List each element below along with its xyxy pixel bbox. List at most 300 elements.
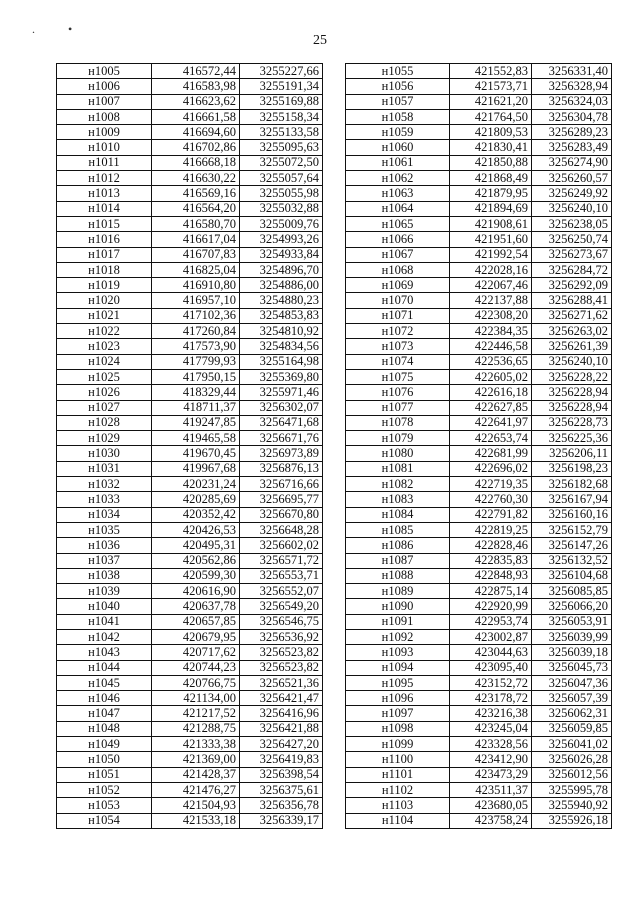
table-row bbox=[346, 629, 612, 644]
point-id-cell: н1072 bbox=[346, 324, 450, 339]
table-row bbox=[346, 385, 612, 400]
x-coordinate-cell: 416564,20 bbox=[152, 201, 240, 216]
x-coordinate-cell: 418329,44 bbox=[152, 385, 240, 400]
table-row bbox=[57, 522, 323, 537]
table-row bbox=[57, 109, 323, 124]
x-coordinate-cell: 422920,99 bbox=[450, 599, 532, 614]
y-coordinate-cell: 3256104,68 bbox=[532, 568, 612, 583]
table-row bbox=[346, 614, 612, 629]
x-coordinate-cell: 423044,63 bbox=[450, 645, 532, 660]
x-coordinate-cell: 420352,42 bbox=[152, 507, 240, 522]
x-coordinate-cell: 421573,71 bbox=[450, 79, 532, 94]
table-row bbox=[346, 125, 612, 140]
y-coordinate-cell: 3256240,10 bbox=[532, 354, 612, 369]
x-coordinate-cell: 422696,02 bbox=[450, 461, 532, 476]
y-coordinate-cell: 3255926,18 bbox=[532, 813, 612, 828]
y-coordinate-cell: 3256250,74 bbox=[532, 232, 612, 247]
y-coordinate-cell: 3255009,76 bbox=[240, 216, 323, 231]
table-row bbox=[57, 492, 323, 507]
table-row bbox=[57, 278, 323, 293]
point-id-cell: н1045 bbox=[57, 675, 152, 690]
table-row bbox=[57, 584, 323, 599]
y-coordinate-cell: 3254810,92 bbox=[240, 324, 323, 339]
table-row bbox=[57, 415, 323, 430]
y-coordinate-cell: 3256228,73 bbox=[532, 415, 612, 430]
x-coordinate-cell: 421908,61 bbox=[450, 216, 532, 231]
y-coordinate-cell: 3256521,36 bbox=[240, 675, 323, 690]
y-coordinate-cell: 3256331,40 bbox=[532, 64, 612, 79]
point-id-cell: н1071 bbox=[346, 308, 450, 323]
point-id-cell: н1008 bbox=[57, 109, 152, 124]
y-coordinate-cell: 3256671,76 bbox=[240, 431, 323, 446]
point-id-cell: н1095 bbox=[346, 675, 450, 690]
table-row bbox=[346, 522, 612, 537]
margin-dot: • bbox=[68, 22, 73, 36]
x-coordinate-cell: 418711,37 bbox=[152, 400, 240, 415]
table-row bbox=[346, 675, 612, 690]
point-id-cell: н1011 bbox=[57, 155, 152, 170]
x-coordinate-cell: 422308,20 bbox=[450, 308, 532, 323]
x-coordinate-cell: 416617,04 bbox=[152, 232, 240, 247]
x-coordinate-cell: 423328,56 bbox=[450, 737, 532, 752]
table-row bbox=[346, 232, 612, 247]
x-coordinate-cell: 420231,24 bbox=[152, 477, 240, 492]
point-id-cell: н1103 bbox=[346, 798, 450, 813]
x-coordinate-cell: 416630,22 bbox=[152, 171, 240, 186]
point-id-cell: н1040 bbox=[57, 599, 152, 614]
page-number: 25 bbox=[313, 33, 327, 48]
table-body bbox=[57, 64, 323, 829]
x-coordinate-cell: 416668,18 bbox=[152, 155, 240, 170]
y-coordinate-cell: 3254993,26 bbox=[240, 232, 323, 247]
y-coordinate-cell: 3256261,39 bbox=[532, 339, 612, 354]
x-coordinate-cell: 420766,75 bbox=[152, 675, 240, 690]
y-coordinate-cell: 3256419,83 bbox=[240, 752, 323, 767]
point-id-cell: н1067 bbox=[346, 247, 450, 262]
table-row bbox=[57, 186, 323, 201]
y-coordinate-cell: 3256304,78 bbox=[532, 109, 612, 124]
x-coordinate-cell: 420426,53 bbox=[152, 522, 240, 537]
y-coordinate-cell: 3256059,85 bbox=[532, 721, 612, 736]
y-coordinate-cell: 3254880,23 bbox=[240, 293, 323, 308]
x-coordinate-cell: 423245,04 bbox=[450, 721, 532, 736]
x-coordinate-cell: 416694,60 bbox=[152, 125, 240, 140]
table-row bbox=[57, 568, 323, 583]
x-coordinate-cell: 416569,16 bbox=[152, 186, 240, 201]
table-row bbox=[57, 461, 323, 476]
x-coordinate-cell: 423511,37 bbox=[450, 782, 532, 797]
table-row bbox=[57, 737, 323, 752]
y-coordinate-cell: 3256523,82 bbox=[240, 645, 323, 660]
x-coordinate-cell: 420495,31 bbox=[152, 538, 240, 553]
point-id-cell: н1043 bbox=[57, 645, 152, 660]
y-coordinate-cell: 3256549,20 bbox=[240, 599, 323, 614]
point-id-cell: н1057 bbox=[346, 94, 450, 109]
table-row bbox=[346, 431, 612, 446]
x-coordinate-cell: 420599,30 bbox=[152, 568, 240, 583]
y-coordinate-cell: 3256062,31 bbox=[532, 706, 612, 721]
x-coordinate-cell: 422791,82 bbox=[450, 507, 532, 522]
y-coordinate-cell: 3256225,36 bbox=[532, 431, 612, 446]
table-row bbox=[57, 171, 323, 186]
y-coordinate-cell: 3256553,71 bbox=[240, 568, 323, 583]
x-coordinate-cell: 420744,23 bbox=[152, 660, 240, 675]
table-row bbox=[57, 599, 323, 614]
x-coordinate-cell: 416707,83 bbox=[152, 247, 240, 262]
point-id-cell: н1050 bbox=[57, 752, 152, 767]
y-coordinate-cell: 3256041,02 bbox=[532, 737, 612, 752]
y-coordinate-cell: 3255227,66 bbox=[240, 64, 323, 79]
x-coordinate-cell: 417260,84 bbox=[152, 324, 240, 339]
y-coordinate-cell: 3256047,36 bbox=[532, 675, 612, 690]
y-coordinate-cell: 3254834,56 bbox=[240, 339, 323, 354]
y-coordinate-cell: 3256284,72 bbox=[532, 262, 612, 277]
table-row bbox=[346, 507, 612, 522]
y-coordinate-cell: 3255995,78 bbox=[532, 782, 612, 797]
point-id-cell: н1052 bbox=[57, 782, 152, 797]
table-row bbox=[57, 660, 323, 675]
y-coordinate-cell: 3256238,05 bbox=[532, 216, 612, 231]
point-id-cell: н1036 bbox=[57, 538, 152, 553]
y-coordinate-cell: 3256263,02 bbox=[532, 324, 612, 339]
x-coordinate-cell: 421809,53 bbox=[450, 125, 532, 140]
y-coordinate-cell: 3256228,94 bbox=[532, 385, 612, 400]
x-coordinate-cell: 421868,49 bbox=[450, 171, 532, 186]
y-coordinate-cell: 3256039,18 bbox=[532, 645, 612, 660]
x-coordinate-cell: 416825,04 bbox=[152, 262, 240, 277]
table-row bbox=[346, 461, 612, 476]
point-id-cell: н1076 bbox=[346, 385, 450, 400]
point-id-cell: н1039 bbox=[57, 584, 152, 599]
x-coordinate-cell: 420657,85 bbox=[152, 614, 240, 629]
x-coordinate-cell: 416957,10 bbox=[152, 293, 240, 308]
point-id-cell: н1023 bbox=[57, 339, 152, 354]
table-row bbox=[57, 216, 323, 231]
point-id-cell: н1075 bbox=[346, 369, 450, 384]
table-row bbox=[57, 155, 323, 170]
point-id-cell: н1047 bbox=[57, 706, 152, 721]
x-coordinate-cell: 422681,99 bbox=[450, 446, 532, 461]
coordinates-table-right bbox=[345, 63, 612, 829]
x-coordinate-cell: 416623,62 bbox=[152, 94, 240, 109]
y-coordinate-cell: 3255032,88 bbox=[240, 201, 323, 216]
x-coordinate-cell: 422760,30 bbox=[450, 492, 532, 507]
x-coordinate-cell: 422067,46 bbox=[450, 278, 532, 293]
table-row bbox=[57, 446, 323, 461]
table-row bbox=[346, 706, 612, 721]
table-row bbox=[346, 64, 612, 79]
y-coordinate-cell: 3256274,90 bbox=[532, 155, 612, 170]
x-coordinate-cell: 421476,27 bbox=[152, 782, 240, 797]
y-coordinate-cell: 3256260,57 bbox=[532, 171, 612, 186]
point-id-cell: н1092 bbox=[346, 629, 450, 644]
y-coordinate-cell: 3255169,88 bbox=[240, 94, 323, 109]
table-row bbox=[346, 691, 612, 706]
point-id-cell: н1017 bbox=[57, 247, 152, 262]
table-row bbox=[346, 660, 612, 675]
x-coordinate-cell: 421894,69 bbox=[450, 201, 532, 216]
y-coordinate-cell: 3256045,73 bbox=[532, 660, 612, 675]
y-coordinate-cell: 3256973,89 bbox=[240, 446, 323, 461]
y-coordinate-cell: 3256152,79 bbox=[532, 522, 612, 537]
point-id-cell: н1007 bbox=[57, 94, 152, 109]
y-coordinate-cell: 3256670,80 bbox=[240, 507, 323, 522]
y-coordinate-cell: 3256039,99 bbox=[532, 629, 612, 644]
table-row bbox=[57, 125, 323, 140]
table-row bbox=[57, 675, 323, 690]
table-row bbox=[57, 782, 323, 797]
table-row bbox=[346, 584, 612, 599]
x-coordinate-cell: 422536,65 bbox=[450, 354, 532, 369]
table-row bbox=[57, 385, 323, 400]
x-coordinate-cell: 420637,78 bbox=[152, 599, 240, 614]
x-coordinate-cell: 420679,95 bbox=[152, 629, 240, 644]
y-coordinate-cell: 3255369,80 bbox=[240, 369, 323, 384]
point-id-cell: н1022 bbox=[57, 324, 152, 339]
y-coordinate-cell: 3256421,47 bbox=[240, 691, 323, 706]
table-row bbox=[346, 553, 612, 568]
point-id-cell: н1073 bbox=[346, 339, 450, 354]
point-id-cell: н1086 bbox=[346, 538, 450, 553]
table-row bbox=[346, 293, 612, 308]
x-coordinate-cell: 417102,36 bbox=[152, 308, 240, 323]
x-coordinate-cell: 422605,02 bbox=[450, 369, 532, 384]
point-id-cell: н1056 bbox=[346, 79, 450, 94]
y-coordinate-cell: 3256066,20 bbox=[532, 599, 612, 614]
y-coordinate-cell: 3256026,28 bbox=[532, 752, 612, 767]
table-row bbox=[346, 782, 612, 797]
table-row bbox=[57, 706, 323, 721]
point-id-cell: н1013 bbox=[57, 186, 152, 201]
y-coordinate-cell: 3255940,92 bbox=[532, 798, 612, 813]
y-coordinate-cell: 3256328,94 bbox=[532, 79, 612, 94]
table-row bbox=[57, 507, 323, 522]
x-coordinate-cell: 423002,87 bbox=[450, 629, 532, 644]
y-coordinate-cell: 3256602,02 bbox=[240, 538, 323, 553]
y-coordinate-cell: 3256695,77 bbox=[240, 492, 323, 507]
table-row bbox=[346, 400, 612, 415]
point-id-cell: н1021 bbox=[57, 308, 152, 323]
x-coordinate-cell: 421504,93 bbox=[152, 798, 240, 813]
table-row bbox=[57, 400, 323, 415]
table-row bbox=[57, 538, 323, 553]
point-id-cell: н1010 bbox=[57, 140, 152, 155]
table-row bbox=[346, 201, 612, 216]
x-coordinate-cell: 420717,62 bbox=[152, 645, 240, 660]
point-id-cell: н1030 bbox=[57, 446, 152, 461]
table-row bbox=[346, 186, 612, 201]
x-coordinate-cell: 423095,40 bbox=[450, 660, 532, 675]
x-coordinate-cell: 421217,52 bbox=[152, 706, 240, 721]
y-coordinate-cell: 3256132,52 bbox=[532, 553, 612, 568]
point-id-cell: н1084 bbox=[346, 507, 450, 522]
y-coordinate-cell: 3256057,39 bbox=[532, 691, 612, 706]
x-coordinate-cell: 423178,72 bbox=[450, 691, 532, 706]
point-id-cell: н1026 bbox=[57, 385, 152, 400]
y-coordinate-cell: 3255191,34 bbox=[240, 79, 323, 94]
y-coordinate-cell: 3254886,00 bbox=[240, 278, 323, 293]
table-row bbox=[57, 79, 323, 94]
table-row bbox=[57, 752, 323, 767]
x-coordinate-cell: 422627,85 bbox=[450, 400, 532, 415]
y-coordinate-cell: 3256182,68 bbox=[532, 477, 612, 492]
point-id-cell: н1081 bbox=[346, 461, 450, 476]
x-coordinate-cell: 421850,88 bbox=[450, 155, 532, 170]
point-id-cell: н1087 bbox=[346, 553, 450, 568]
x-coordinate-cell: 416572,44 bbox=[152, 64, 240, 79]
x-coordinate-cell: 421369,00 bbox=[152, 752, 240, 767]
y-coordinate-cell: 3255158,34 bbox=[240, 109, 323, 124]
table-body bbox=[346, 64, 612, 829]
table-row bbox=[346, 446, 612, 461]
point-id-cell: н1028 bbox=[57, 415, 152, 430]
x-coordinate-cell: 419465,58 bbox=[152, 431, 240, 446]
point-id-cell: н1055 bbox=[346, 64, 450, 79]
y-coordinate-cell: 3256421,88 bbox=[240, 721, 323, 736]
y-coordinate-cell: 3255055,98 bbox=[240, 186, 323, 201]
point-id-cell: н1082 bbox=[346, 477, 450, 492]
table-row bbox=[346, 140, 612, 155]
table-row bbox=[57, 767, 323, 782]
point-id-cell: н1020 bbox=[57, 293, 152, 308]
point-id-cell: н1100 bbox=[346, 752, 450, 767]
point-id-cell: н1097 bbox=[346, 706, 450, 721]
point-id-cell: н1070 bbox=[346, 293, 450, 308]
point-id-cell: н1065 bbox=[346, 216, 450, 231]
table-row bbox=[346, 354, 612, 369]
x-coordinate-cell: 421764,50 bbox=[450, 109, 532, 124]
y-coordinate-cell: 3254853,83 bbox=[240, 308, 323, 323]
y-coordinate-cell: 3256471,68 bbox=[240, 415, 323, 430]
x-coordinate-cell: 421830,41 bbox=[450, 140, 532, 155]
table-row bbox=[57, 140, 323, 155]
x-coordinate-cell: 421333,38 bbox=[152, 737, 240, 752]
point-id-cell: н1078 bbox=[346, 415, 450, 430]
y-coordinate-cell: 3256206,11 bbox=[532, 446, 612, 461]
table-row bbox=[57, 629, 323, 644]
table-row bbox=[346, 308, 612, 323]
x-coordinate-cell: 419247,85 bbox=[152, 415, 240, 430]
y-coordinate-cell: 3255057,64 bbox=[240, 171, 323, 186]
x-coordinate-cell: 421533,18 bbox=[152, 813, 240, 828]
point-id-cell: н1096 bbox=[346, 691, 450, 706]
point-id-cell: н1025 bbox=[57, 369, 152, 384]
y-coordinate-cell: 3256571,72 bbox=[240, 553, 323, 568]
table-row bbox=[346, 278, 612, 293]
table-row bbox=[346, 339, 612, 354]
table-row bbox=[346, 94, 612, 109]
point-id-cell: н1090 bbox=[346, 599, 450, 614]
point-id-cell: н1024 bbox=[57, 354, 152, 369]
x-coordinate-cell: 416661,58 bbox=[152, 109, 240, 124]
x-coordinate-cell: 423758,24 bbox=[450, 813, 532, 828]
x-coordinate-cell: 416580,70 bbox=[152, 216, 240, 231]
point-id-cell: н1033 bbox=[57, 492, 152, 507]
x-coordinate-cell: 423473,29 bbox=[450, 767, 532, 782]
point-id-cell: н1031 bbox=[57, 461, 152, 476]
table-row bbox=[57, 201, 323, 216]
y-coordinate-cell: 3256228,94 bbox=[532, 400, 612, 415]
x-coordinate-cell: 421288,75 bbox=[152, 721, 240, 736]
point-id-cell: н1059 bbox=[346, 125, 450, 140]
y-coordinate-cell: 3256546,75 bbox=[240, 614, 323, 629]
table-row bbox=[346, 599, 612, 614]
table-row bbox=[57, 354, 323, 369]
y-coordinate-cell: 3256228,22 bbox=[532, 369, 612, 384]
table-row bbox=[346, 262, 612, 277]
y-coordinate-cell: 3256289,23 bbox=[532, 125, 612, 140]
point-id-cell: н1061 bbox=[346, 155, 450, 170]
table-row bbox=[346, 538, 612, 553]
table-row bbox=[346, 247, 612, 262]
y-coordinate-cell: 3256273,67 bbox=[532, 247, 612, 262]
point-id-cell: н1042 bbox=[57, 629, 152, 644]
table-row bbox=[346, 324, 612, 339]
x-coordinate-cell: 422653,74 bbox=[450, 431, 532, 446]
point-id-cell: н1053 bbox=[57, 798, 152, 813]
point-id-cell: н1104 bbox=[346, 813, 450, 828]
y-coordinate-cell: 3256167,94 bbox=[532, 492, 612, 507]
x-coordinate-cell: 416702,86 bbox=[152, 140, 240, 155]
x-coordinate-cell: 421428,37 bbox=[152, 767, 240, 782]
table-row bbox=[346, 568, 612, 583]
point-id-cell: н1074 bbox=[346, 354, 450, 369]
y-coordinate-cell: 3256523,82 bbox=[240, 660, 323, 675]
table-row bbox=[346, 415, 612, 430]
point-id-cell: н1048 bbox=[57, 721, 152, 736]
y-coordinate-cell: 3256292,09 bbox=[532, 278, 612, 293]
point-id-cell: н1102 bbox=[346, 782, 450, 797]
point-id-cell: н1015 bbox=[57, 216, 152, 231]
y-coordinate-cell: 3256416,96 bbox=[240, 706, 323, 721]
y-coordinate-cell: 3256147,26 bbox=[532, 538, 612, 553]
point-id-cell: н1038 bbox=[57, 568, 152, 583]
table-row bbox=[346, 752, 612, 767]
point-id-cell: н1012 bbox=[57, 171, 152, 186]
x-coordinate-cell: 419670,45 bbox=[152, 446, 240, 461]
table-row bbox=[57, 339, 323, 354]
point-id-cell: н1064 bbox=[346, 201, 450, 216]
point-id-cell: н1054 bbox=[57, 813, 152, 828]
x-coordinate-cell: 417799,93 bbox=[152, 354, 240, 369]
y-coordinate-cell: 3256552,07 bbox=[240, 584, 323, 599]
x-coordinate-cell: 422028,16 bbox=[450, 262, 532, 277]
point-id-cell: н1083 bbox=[346, 492, 450, 507]
y-coordinate-cell: 3256198,23 bbox=[532, 461, 612, 476]
y-coordinate-cell: 3256356,78 bbox=[240, 798, 323, 813]
point-id-cell: н1101 bbox=[346, 767, 450, 782]
point-id-cell: н1044 bbox=[57, 660, 152, 675]
table-row bbox=[346, 216, 612, 231]
x-coordinate-cell: 422616,18 bbox=[450, 385, 532, 400]
y-coordinate-cell: 3256716,66 bbox=[240, 477, 323, 492]
point-id-cell: н1034 bbox=[57, 507, 152, 522]
point-id-cell: н1060 bbox=[346, 140, 450, 155]
table-row bbox=[57, 94, 323, 109]
y-coordinate-cell: 3256160,16 bbox=[532, 507, 612, 522]
point-id-cell: н1098 bbox=[346, 721, 450, 736]
y-coordinate-cell: 3255133,58 bbox=[240, 125, 323, 140]
point-id-cell: н1035 bbox=[57, 522, 152, 537]
point-id-cell: н1091 bbox=[346, 614, 450, 629]
table-row bbox=[346, 171, 612, 186]
point-id-cell: н1019 bbox=[57, 278, 152, 293]
margin-dot: . bbox=[32, 22, 35, 36]
x-coordinate-cell: 421951,60 bbox=[450, 232, 532, 247]
point-id-cell: н1099 bbox=[346, 737, 450, 752]
y-coordinate-cell: 3256876,13 bbox=[240, 461, 323, 476]
x-coordinate-cell: 422828,46 bbox=[450, 538, 532, 553]
